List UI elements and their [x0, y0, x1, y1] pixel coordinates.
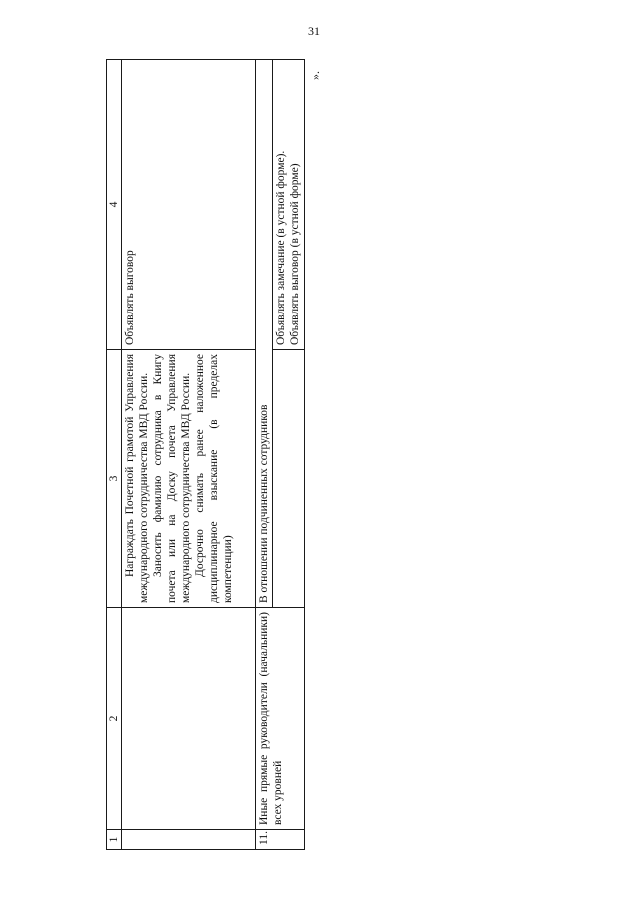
table-row [256, 60, 273, 850]
header-cell-2: 2 [107, 608, 122, 830]
continued-number-cell [122, 830, 256, 850]
penalty-line-2: Объявлять выговор (в устной форме) [289, 163, 301, 345]
incentive-text-2: Заносить фамилию сотрудника в Книгу почета или на Доску почета Управления международного сотрудничества МВД России. [152, 354, 192, 603]
header-cell-3: 3 [107, 350, 122, 608]
row-number-cell: 11. [256, 830, 305, 850]
disciplinary-table [106, 59, 305, 850]
row11-col3-empty-cell [273, 350, 305, 608]
row11-penalty-cell [273, 60, 305, 350]
closing-quote-mark: ». [308, 71, 322, 80]
incentive-text-1: Награждать Почетной грамотой Управления международного сотрудничества МВД России. [124, 354, 150, 603]
table-header-row [107, 60, 122, 850]
header-cell-1: 1 [107, 830, 122, 850]
penalty-cell: Объявлять выговор [122, 60, 256, 350]
penalty-line-1: Объявлять замечание (в устной форме). [275, 150, 287, 345]
header-cell-4: 4 [107, 60, 122, 350]
continued-who-cell [122, 608, 256, 830]
supervisor-cell: Иные прямые руководители (начальники) всех уровней [256, 608, 305, 830]
rotated-document [106, 60, 322, 850]
table-row [122, 60, 256, 850]
section-label-cell: В отношении подчиненных сотрудников [256, 60, 273, 608]
incentives-cell [122, 350, 256, 608]
incentive-text-3: Досрочно снимать ранее наложенное дисциплинарное взыскание (в пределах компетенции) [194, 354, 234, 603]
page-number: 31 [308, 24, 320, 38]
